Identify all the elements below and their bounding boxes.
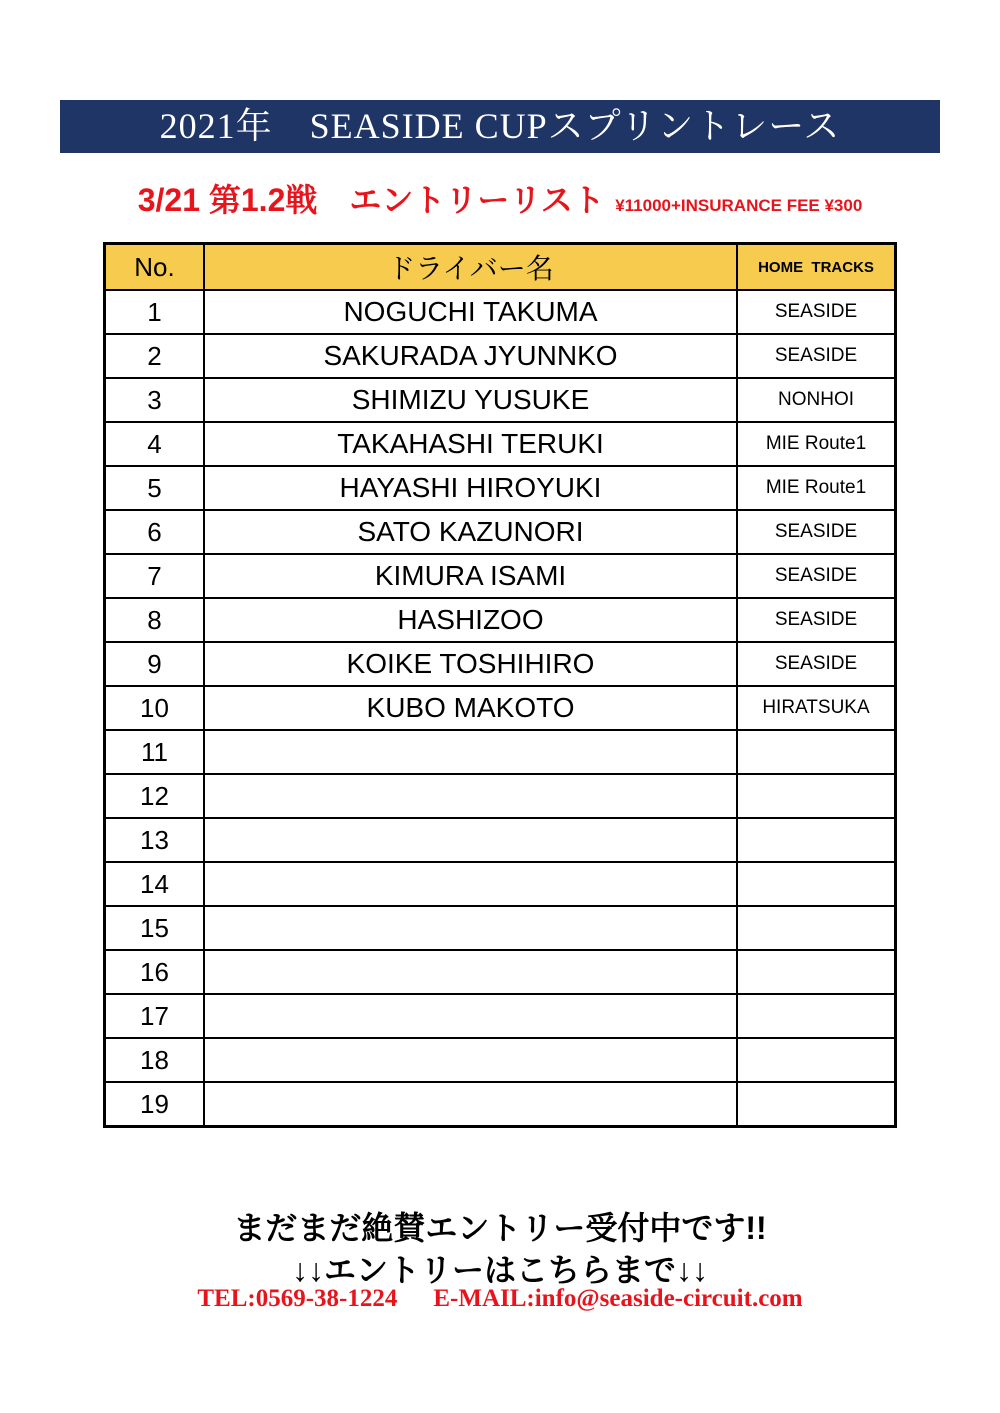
driver-name: TAKAHASHI TERUKI <box>204 422 737 466</box>
footer-contact-prompt: ↓↓エントリーはこちらまで↓↓ <box>291 1252 708 1288</box>
table-row <box>105 334 896 378</box>
home-track <box>737 730 896 774</box>
home-track: SEASIDE <box>737 642 896 686</box>
home-track <box>737 1082 896 1127</box>
driver-name <box>204 862 737 906</box>
row-number: 15 <box>105 906 205 950</box>
driver-name: HAYASHI HIROYUKI <box>204 466 737 510</box>
table-row <box>105 466 896 510</box>
event-subtitle: 3/21 第1.2戦 エントリーリスト <box>137 182 605 218</box>
row-number: 5 <box>105 466 205 510</box>
home-track <box>737 950 896 994</box>
page-title-banner <box>60 100 940 153</box>
row-number: 1 <box>105 290 205 334</box>
row-number: 17 <box>105 994 205 1038</box>
driver-name: SHIMIZU YUSUKE <box>204 378 737 422</box>
home-track: MIE Route1 <box>737 466 896 510</box>
driver-name: KUBO MAKOTO <box>204 686 737 730</box>
table-row <box>105 554 896 598</box>
driver-name <box>204 730 737 774</box>
row-number: 3 <box>105 378 205 422</box>
entry-rows <box>105 290 896 1127</box>
table-row <box>105 598 896 642</box>
column-header-driver-name: ドライバー名 <box>204 244 737 291</box>
footer-contact-info <box>0 1285 1000 1313</box>
home-track <box>737 818 896 862</box>
row-number: 14 <box>105 862 205 906</box>
driver-name <box>204 1038 737 1082</box>
table-row <box>105 994 896 1038</box>
table-row <box>105 906 896 950</box>
home-track: SEASIDE <box>737 554 896 598</box>
column-header-home-tracks: HOME TRACKS <box>737 244 896 291</box>
footer-call-to-action: まだまだ絶賛エントリー受付中です!! <box>233 1210 767 1246</box>
driver-name: SATO KAZUNORI <box>204 510 737 554</box>
row-number: 18 <box>105 1038 205 1082</box>
home-track: NONHOI <box>737 378 896 422</box>
table-row <box>105 642 896 686</box>
home-track <box>737 906 896 950</box>
column-header-no: No. <box>105 244 205 291</box>
table-row <box>105 686 896 730</box>
home-track <box>737 774 896 818</box>
home-track: SEASIDE <box>737 598 896 642</box>
contact-email: E-MAIL:info@seaside-circuit.com <box>433 1285 803 1312</box>
table-row <box>105 422 896 466</box>
home-track: MIE Route1 <box>737 422 896 466</box>
table-row <box>105 510 896 554</box>
page-title: 2021年 SEASIDE CUPスプリントレース <box>159 106 841 146</box>
table-row <box>105 730 896 774</box>
driver-name <box>204 950 737 994</box>
row-number: 12 <box>105 774 205 818</box>
driver-name <box>204 1082 737 1127</box>
home-track: SEASIDE <box>737 334 896 378</box>
row-number: 2 <box>105 334 205 378</box>
home-track: SEASIDE <box>737 510 896 554</box>
driver-name <box>204 994 737 1038</box>
home-track <box>737 1038 896 1082</box>
driver-name: NOGUCHI TAKUMA <box>204 290 737 334</box>
driver-name <box>204 774 737 818</box>
row-number: 7 <box>105 554 205 598</box>
row-number: 10 <box>105 686 205 730</box>
row-number: 19 <box>105 1082 205 1127</box>
driver-name: SAKURADA JYUNNKO <box>204 334 737 378</box>
row-number: 8 <box>105 598 205 642</box>
table-header-row <box>105 244 896 291</box>
driver-name <box>204 906 737 950</box>
table-row <box>105 378 896 422</box>
row-number: 4 <box>105 422 205 466</box>
driver-name: KIMURA ISAMI <box>204 554 737 598</box>
subtitle-line <box>0 175 1000 225</box>
row-number: 16 <box>105 950 205 994</box>
home-track: HIRATSUKA <box>737 686 896 730</box>
table-row <box>105 818 896 862</box>
driver-name: KOIKE TOSHIHIRO <box>204 642 737 686</box>
entry-list-table <box>103 242 897 1128</box>
home-track <box>737 862 896 906</box>
row-number: 6 <box>105 510 205 554</box>
table-row <box>105 1082 896 1127</box>
entry-fee: ¥11000+INSURANCE FEE ¥300 <box>615 196 863 215</box>
driver-name: HASHIZOO <box>204 598 737 642</box>
table-row <box>105 290 896 334</box>
row-number: 9 <box>105 642 205 686</box>
home-track <box>737 994 896 1038</box>
table-row <box>105 950 896 994</box>
driver-name <box>204 818 737 862</box>
table-row <box>105 774 896 818</box>
table-row <box>105 862 896 906</box>
row-number: 13 <box>105 818 205 862</box>
table-row <box>105 1038 896 1082</box>
contact-phone: TEL:0569-38-1224 <box>197 1285 398 1312</box>
home-track: SEASIDE <box>737 290 896 334</box>
row-number: 11 <box>105 730 205 774</box>
